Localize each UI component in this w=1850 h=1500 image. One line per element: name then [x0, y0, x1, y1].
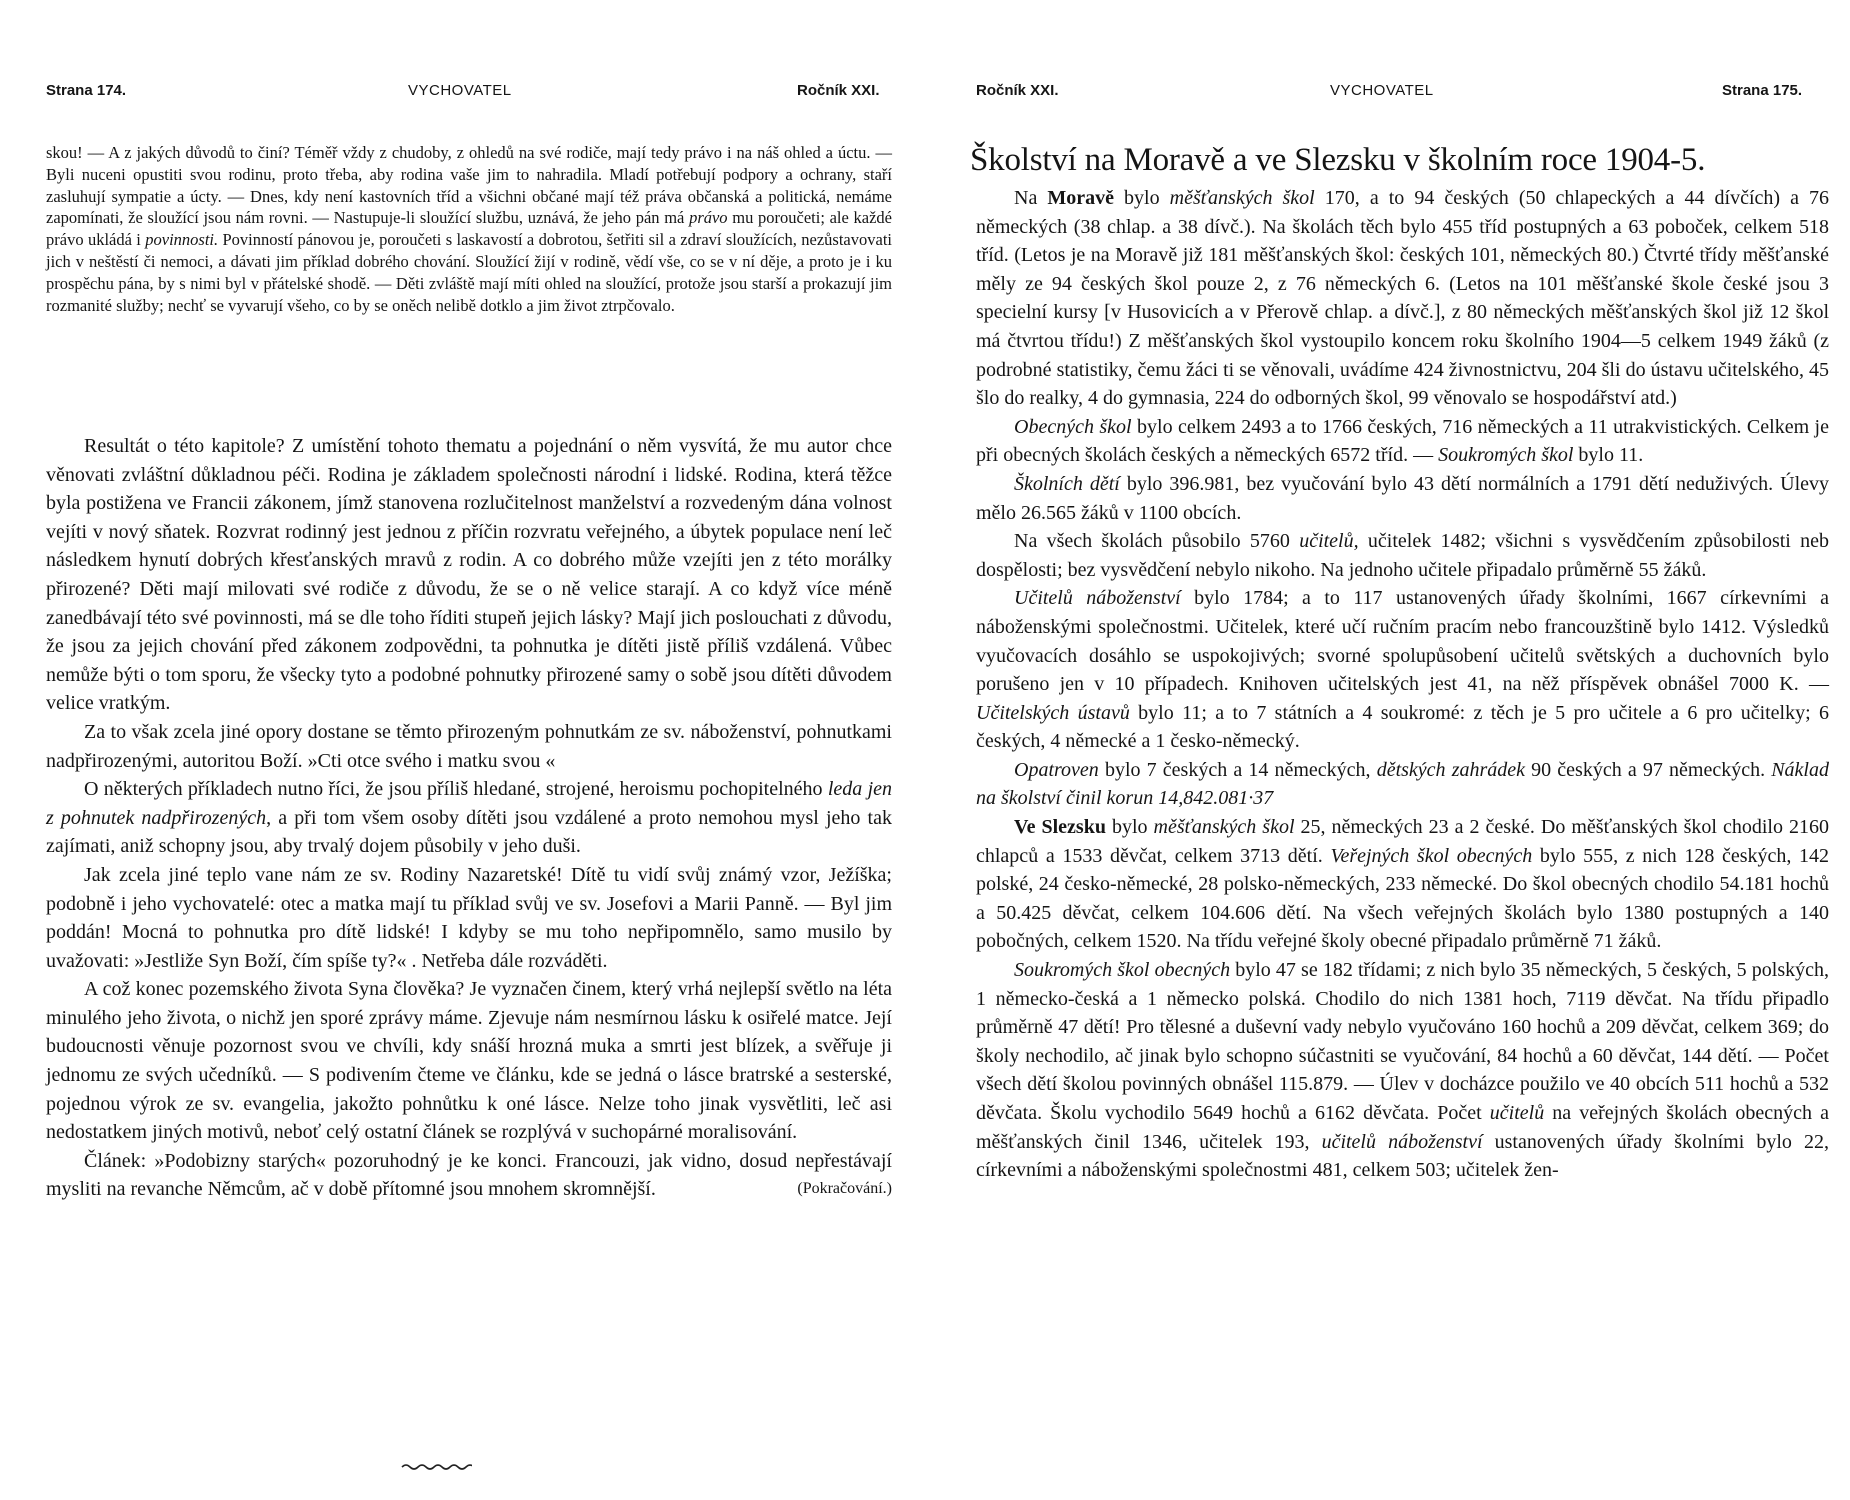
paragraph: Ve Slezsku bylo měšťanských škol 25, německých 23 a 2 české. Do měšťanských škol chodilo 2160 chlapců a 1533 děvčat, celkem 3713 dětí. Veřejných škol obecných bylo 555, z nich 128 českých, 142 polské, 24 česko-německé, 28 polsko-německých, 233 německé. Do škol obecných chodilo 54.181 hochů a 50.425 děvčat, celkem 104.606 dětí. Na všech veřejných školách bylo 1380 postupných a 140 pobočných, celkem 1520. Na třídu veřejné školy obecné připadalo průměrně 71 žáků. — [976, 816, 1829, 953]
paragraph: Na všech školách působilo 5760 učitelů, učitelek 1482; všichni s vysvědčením způsobilosti neb dospělosti; bez vysvědčení nebylo nikoho. Na jednoho učitele připadalo průměrně 55 žáků. — [976, 530, 1829, 581]
paragraph: Jak zcela jiné teplo vane nám ze sv. Rodiny Nazaretské! Dítě tu vidí svůj známý vzor, Ježíška; podobně i jeho vychovatelé: otec a matka mají tu příklad svůj ve sv. Josefovi a Marii Panně. — Byl jim poddán! Mocná to pohnutka pro dítě lidské! I kdyby se mu toho nepřipomnělo, samo musilo by uvažovati: »Jestliže Syn Boží, čím spíše ty?« . Netřeba dále rozváděti. — [46, 863, 892, 972]
left-body-text — [46, 432, 892, 1204]
paragraph: Článek: »Podobizny starých« pozoruhodný je ke konci. Francouzi, jak vidno, dosud nepřestávají mysliti na revanche Němcům, ač v době přítomné jsou mnohem skromnější. (Pokračování.) — [46, 1147, 892, 1204]
page-number-left: Strana 174. — [46, 82, 127, 99]
right-body-text — [976, 184, 1829, 1185]
page-number-right: Strana 175. — [1722, 82, 1803, 99]
continued-small-paragraph — [46, 142, 892, 316]
paragraph: Učitelů náboženství bylo 1784; a to 117 ustanovených úřady školními, 1667 církevními a náboženskými společnostmi. Učitelek, které učí ručním pracím nebo francouzštině bylo 1412. Výsledků vyučovacích dosáhlo se uspokojivých; svorné spolupůsobení učitelů světských a duchovních bylo porušeno jen v 10 případech. Knihoven učitelských jest 41, na něž příspěvek obnášel 7000 K. — Učitelských ústavů bylo 11; a to 7 státních a 4 soukromé: z těch je 5 pro učitele a 6 pro učitelky; 6 českých, 4 německé a 1 česko-německý. — [976, 587, 1830, 753]
volume-right: Ročník XXI. — [976, 82, 1059, 99]
journal-title-left: VYCHOVATEL — [408, 82, 512, 99]
journal-title-right: VYCHOVATEL — [1330, 82, 1434, 99]
article-title: Školství na Moravě a ve Slezsku v školním roce 1904-5. — [970, 142, 1706, 178]
paragraph: Resultát o této kapitole? Z umístění tohoto thematu a pojednání o něm vysvítá, že mu autor chce věnovati zvláštní důkladnou péči. Rodina je základem společnosti národní i lidské. Rodina, která těžce byla postižena ve Francii zákonem, jímž stanovena rozlučitelnost manželství a rozvedeným dána volnost vejíti v nový sňatek. Rozvrat rodinný jest jednou z příčin rozvratu veřejného, a úbytek populace není leč následkem hynutí dobrých křesťanských mravů z rodin. A co dobrého může vzejíti jen z této morálky přirozené? Děti mají milovati své rodiče z důvodu, že se o ně velice starají. A co když více méně zanedbávají této své povinnosti, má se dle toho říditi stupeň jejich lásky? Mají jich poslouchati z důvodu, že jsou za jejich chování před zákonem zodpovědni, ta pohnutka je dítěti jistě příliš vzdálená. Vůbec nemůže býti o tom sporu, že všecky tyto a podobné pohnutky přirozené samy o sobě jsou dítěti důvodem velice vratkým. — [46, 435, 892, 715]
paragraph: A což konec pozemského života Syna člověka? Je vyznačen činem, který vrhá nejlepší světlo na léta minulého jeho života, o nichž jen sporé zprávy máme. Zjevuje nám nesmírnou lásku k osiřelé matce. Její budoucnosti věnuje pozornost svou ve chvíli, kdy snáší hrozná muka a smrti jest blízek, a svěřuje ji jednomu ze svých učedníků. — S podivením čteme ve článku, kde se jedná o lásce bratrské a sesterské, pojednou výrok ze sv. evangelia, jakožto pohnůtku k oné lásce. Nelze toho jinak vysvětliti, leč asi nedostatkem jiných motivů, neboť celý ostatní článek se rozplývá v suchopárné moralisování. — [46, 978, 892, 1144]
paragraph: Na Moravě bylo měšťanských škol 170, a to 94 českých (50 chlapeckých a 44 dívčích) a 76 německých (38 chlap. a 38 dívč.). Na školách těch bylo 455 tříd postupných a 63 poboček, celkem 518 tříd. (Letos je na Moravě již 181 měšťanských škol: českých 101, německých 80.) Čtvrté třídy měšťanské měly ze 94 českých škol pouze 2, z 76 německých 6. (Letos na 101 měšťanské škole české jsou 3 specielní kursy [v Husovicích a v Přerově chlap. a dívč.], z 80 německých měšťanských škol již 12 škol má čtvrtou třídu!) Z měšťanských škol vystoupilo koncem roku školního 1904—5 celkem 1949 žáků (z podrobné statistiky, čemu žáci ti se věnovali, uvádíme 424 živnostnictvu, 204 šli do ústavu učitelského, 45 šlo do realky, 4 do gymnasia, 224 do odborných škol, 99 věnovalo se hospodářství atd.) — [976, 187, 1830, 410]
paragraph: Školních dětí bylo 396.981, bez vyučování bylo 43 dětí normálních a 1791 dětí neduživých. Úlevy mělo 26.565 žáků v 1100 obcích. — [976, 472, 1829, 524]
paragraph: Soukromých škol obecných bylo 47 se 182 třídami; z nich bylo 35 německých, 5 českých, 5 polských, 1 německo-česká a 1 německo polská. Chodilo do nich 1381 hoch, 7119 děvčat. Na třídu připadlo průměrně 47 dětí! Pro tělesné a duševní vady nebylo vyučováno 160 hochů a 209 děvčat, celkem 369; do školy nechodilo, ač jinak bylo schopno súčastniti se vyučování, 84 hochů a 60 děvčat, 144 dětí. — Počet všech dětí školou povinných obnášel 115.879. — Úlev v docházce použilo ve 40 obcích 511 hochů a 532 děvčata. Školu vychodilo 5649 hochů a 6162 děvčata. Počet učitelů na veřejných školách obecných a měšťanských činil 1346, učitelek 193, učitelů náboženství ustanovených úřady školními bylo 22, církevními a náboženskými společnostmi 481, celkem 503; učitelek žen- — [976, 959, 1830, 1182]
volume-left: Ročník XXI. — [797, 82, 880, 99]
ornament-squiggle — [400, 1462, 472, 1472]
paragraph: O některých příkladech nutno říci, že jsou příliš hledané, strojené, heroismu pochopitelného leda jen z pohnutek nadpřirozených, a při tom všem osoby dítěti jsou vzdálené a proto nemohou mysl jeho tak zajímati, aniž schopny jsou, aby trvalý dojem působily v jeho duši. — [46, 778, 893, 858]
continued-note: (Pokračování.) — [797, 1180, 892, 1198]
paragraph: Opatroven bylo 7 českých a 14 německých, dětských zahrádek 90 českých a 97 německých. Náklad na školství činil korun 14,842.081·37 — [976, 758, 1829, 810]
paragraph: Za to však zcela jiné opory dostane se těmto přirozeným pohnutkám ze sv. náboženství, pohnutkami nadpřirozenými, autoritou Boží. »Cti otce svého i matku svou « — [46, 720, 892, 772]
right-page — [925, 0, 1850, 1500]
paragraph: Obecných škol bylo celkem 2493 a to 1766 českých, 716 německých a 11 utrakvistických. Celkem je při obecných školách českých a německých 6572 tříd. — Soukromých škol bylo 11. — [976, 415, 1829, 467]
small-paragraph: skou! — A z jakých důvodů to činí? Téměř vždy z chudoby, z ohledů na své rodiče, mají tedy právo i na náš ohled a úctu. — Byli nuceni opustiti svou rodinu, proto třeba, aby rodina vaše jim to nahradila. Mladí potřebují podpory a ochrany, staří zasluhují sympatie a úcty. — Dnes, kdy není kastovních tříd a všichni občané mají též práva občanská a politická, nemáme zapomínati, že sloužící jsou nám rovni. — Nastupuje-li sloužící službu, uznává, že jeho pán má právo mu poroučeti; ale každé právo ukládá i povinnosti. Povinností pánovou je, poroučeti s laskavostí a dobrotou, šetřiti sil a zdraví sloužících, nezůstavovati jich v neštěstí či nemoci, a dávati jim příklad dobrého chování. Sloužící žijí v rodině, vědí vše, co se v ní děje, a proto je i ku prospěchu pána, by s nimi byl v přátelské shodě. — Děti zvláště mají míti ohled na sloužící, protože jsou starší a prokazují jim rozmanité služby; nechť se vyvarují všeho, co by se oněch nelibě dotklo a jim život ztrpčovalo. — [46, 143, 892, 315]
